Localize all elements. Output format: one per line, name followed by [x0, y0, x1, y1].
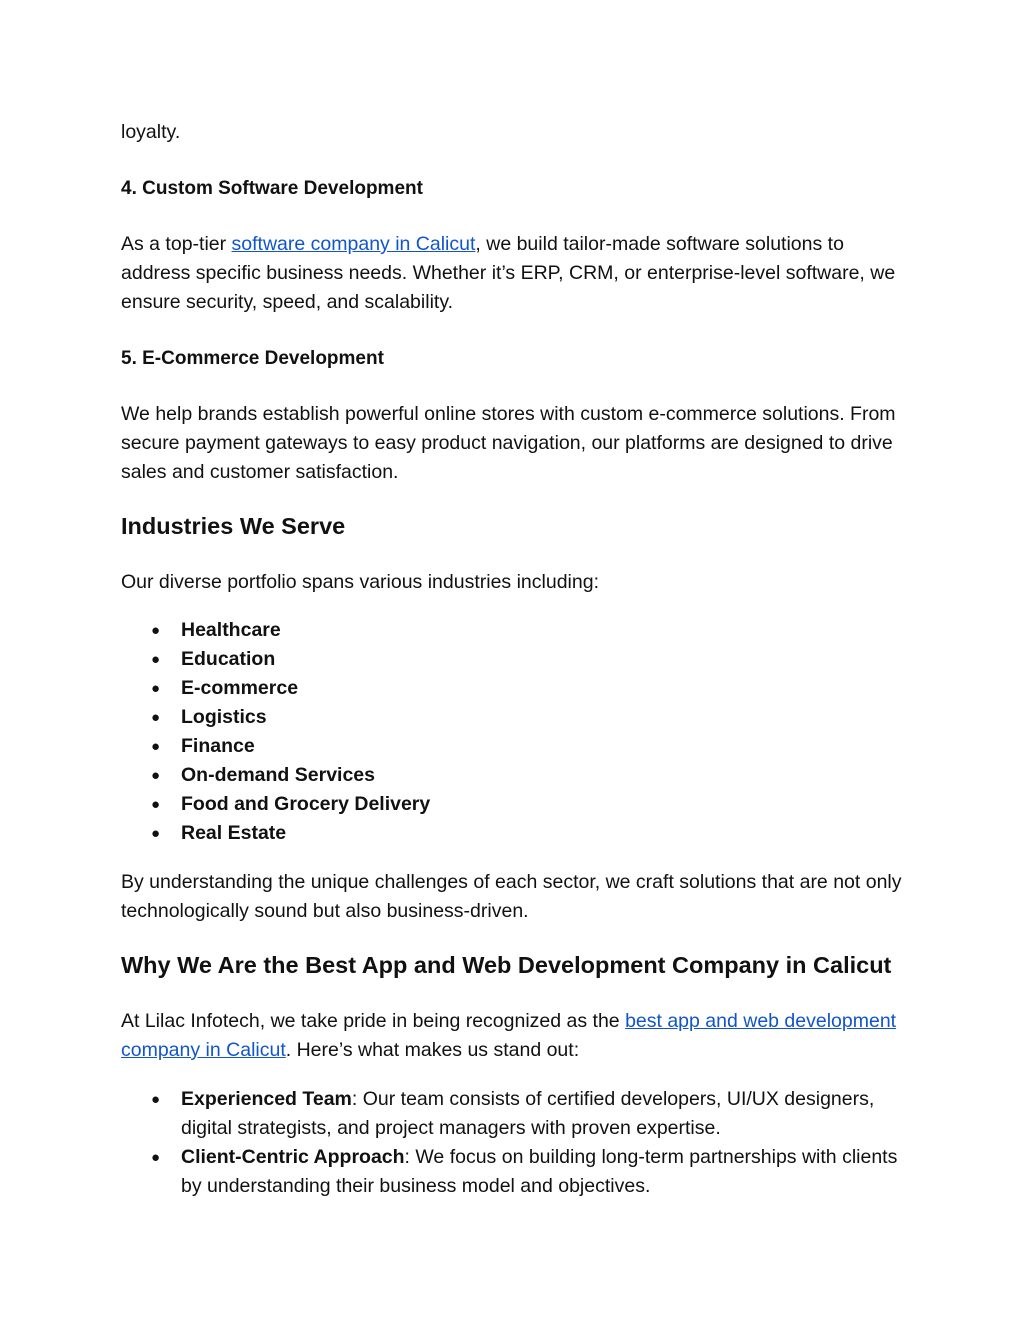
industries-list	[121, 616, 911, 848]
industries-outro: By understanding the unique challenges of each sector, we craft solutions that are not only technologically sound but also business-driven.	[121, 871, 902, 922]
industries-heading: Industries We Serve	[121, 513, 346, 539]
industries-intro: Our diverse portfolio spans various industries including:	[121, 571, 599, 593]
why-intro	[121, 1007, 911, 1065]
list-item	[121, 732, 911, 761]
section-paragraph-custom-software	[121, 230, 911, 317]
list-item	[121, 703, 911, 732]
point-text: : Our team consists of certified developers, UI/UX designers, digital strategists, and project managers with proven expertise.	[181, 1088, 875, 1139]
paragraph-text: At Lilac Infotech, we take pride in being recognized as the	[121, 1010, 626, 1032]
continuation-text: loyalty.	[121, 121, 181, 143]
paragraph-text: , we build tailor-made software solutions to address specific business needs. Whether it’s ERP, CRM, or enterprise-level software, we ensure security, speed, and scalability.	[121, 233, 896, 313]
section-paragraph-ecommerce: We help brands establish powerful online stores with custom e-commerce solutions. From secure payment gateways to easy product navigation, our platforms are designed to drive sales and customer satisfaction.	[121, 403, 896, 483]
point-title: Client-Centric Approach	[181, 1146, 405, 1168]
list-item	[121, 790, 911, 819]
industry-label: Food and Grocery Delivery	[181, 793, 431, 815]
industry-label: Real Estate	[181, 822, 287, 844]
software-company-link[interactable]: software company in Calicut	[231, 233, 476, 255]
bullet-icon: ●	[151, 796, 161, 813]
paragraph-text: . Here’s what makes us stand out:	[285, 1039, 580, 1061]
industry-label: Healthcare	[181, 619, 281, 641]
list-item	[121, 1085, 911, 1143]
bullet-icon: ●	[151, 1091, 161, 1108]
bullet-icon: ●	[151, 1149, 161, 1166]
bullet-icon: ●	[151, 651, 161, 668]
why-points-list	[121, 1085, 911, 1201]
list-item	[121, 819, 911, 848]
bullet-icon: ●	[151, 680, 161, 697]
best-app-web-company-link[interactable]: best app and web development company in Calicut	[121, 1010, 897, 1061]
why-heading: Why We Are the Best App and Web Development Company in Calicut	[121, 952, 892, 978]
industry-label: E-commerce	[181, 677, 299, 699]
bullet-icon: ●	[151, 738, 161, 755]
industry-label: Finance	[181, 735, 255, 757]
bullet-icon: ●	[151, 622, 161, 639]
industry-label: On-demand Services	[181, 764, 375, 786]
list-item	[121, 616, 911, 645]
document-page	[121, 118, 911, 1221]
industry-label: Education	[181, 648, 276, 670]
industry-label: Logistics	[181, 706, 267, 728]
list-item	[121, 674, 911, 703]
point-text: : We focus on building long-term partnerships with clients by understanding their business model and objectives.	[181, 1146, 898, 1197]
list-item	[121, 761, 911, 790]
section-heading-ecommerce: 5. E-Commerce Development	[121, 348, 384, 369]
section-heading-custom-software: 4. Custom Software Development	[121, 178, 423, 199]
paragraph-text: As a top-tier	[121, 233, 232, 255]
bullet-icon: ●	[151, 767, 161, 784]
list-item	[121, 1143, 911, 1201]
bullet-icon: ●	[151, 825, 161, 842]
list-item	[121, 645, 911, 674]
bullet-icon: ●	[151, 709, 161, 726]
point-title: Experienced Team	[181, 1088, 352, 1110]
